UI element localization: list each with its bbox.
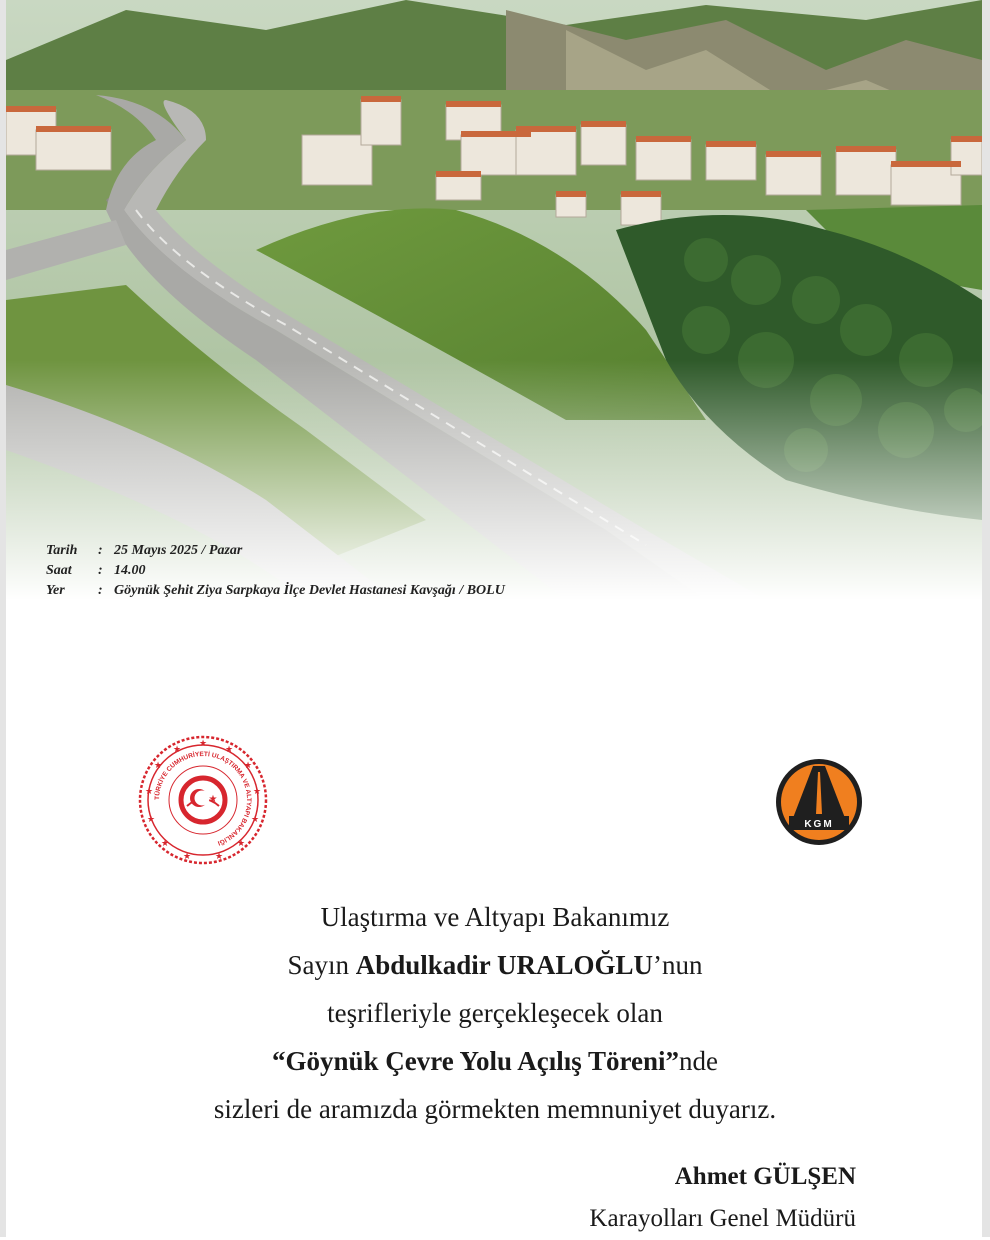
place-label: Yer [46,583,65,598]
svg-text:★: ★ [182,851,192,861]
svg-text:★: ★ [146,814,156,824]
time-label: Saat [46,563,72,578]
svg-text:★: ★ [214,851,224,861]
date-separator: : [98,543,103,558]
place-value: Göynük Şehit Ziya Sarpkaya İlçe Devlet Hastanesi Kavşağı / BOLU [114,583,505,598]
invite-line-2-prefix: Sayın [287,950,356,980]
svg-text:★: ★ [252,786,262,796]
svg-text:★: ★ [250,814,260,824]
invite-line-5: sizleri de aramızda görmekten memnuniyet duyarız. [213,1094,777,1124]
time-value: 14.00 [114,563,146,578]
svg-text:★: ★ [198,738,208,748]
date-value: 25 Mayıs 2025 / Pazar [114,543,243,558]
date-row [46,541,505,561]
right-border [982,0,990,1237]
kgm-logo-text: KGM [804,819,834,830]
place-separator: : [98,583,103,598]
signature-block [470,1156,856,1240]
svg-text:★: ★ [208,794,218,805]
svg-text:★: ★ [172,744,182,754]
signatory-title: Karayolları Genel Müdürü [589,1205,856,1232]
invitation-text [90,893,900,1133]
invite-line-1: Ulaştırma ve Altyapı Bakanımız [320,902,670,932]
event-name: “Göynük Çevre Yolu Açılış Töreni” [271,1046,680,1076]
time-separator: : [98,563,103,578]
svg-text:★: ★ [160,838,170,848]
signatory-name: Ahmet GÜLŞEN [674,1163,856,1190]
time-row [46,561,505,581]
place-row [46,581,505,601]
invite-line-2 [90,941,900,989]
svg-text:★: ★ [224,744,234,754]
invite-line-4-suffix: nde [679,1046,719,1076]
minister-name: Abdulkadir URALOĞLU [355,950,654,980]
kgm-logo [775,758,863,846]
svg-text:★: ★ [243,760,253,770]
aerial-road-photo [6,0,982,600]
svg-text:★: ★ [144,786,154,796]
invite-line-3: teşrifleriyle gerçekleşecek olan [327,998,663,1028]
invite-line-2-suffix: ’nun [653,950,703,980]
svg-text:★: ★ [153,760,163,770]
ministry-logo [137,734,269,866]
event-details [46,541,505,601]
date-label: Tarih [46,543,78,558]
ministry-ring-text: TÜRKİYE CUMHURİYETİ ULAŞTIRMA VE ALTYAPI BAKANLIĞI [153,750,253,847]
invite-line-4 [90,1037,900,1085]
svg-text:★: ★ [236,838,246,848]
